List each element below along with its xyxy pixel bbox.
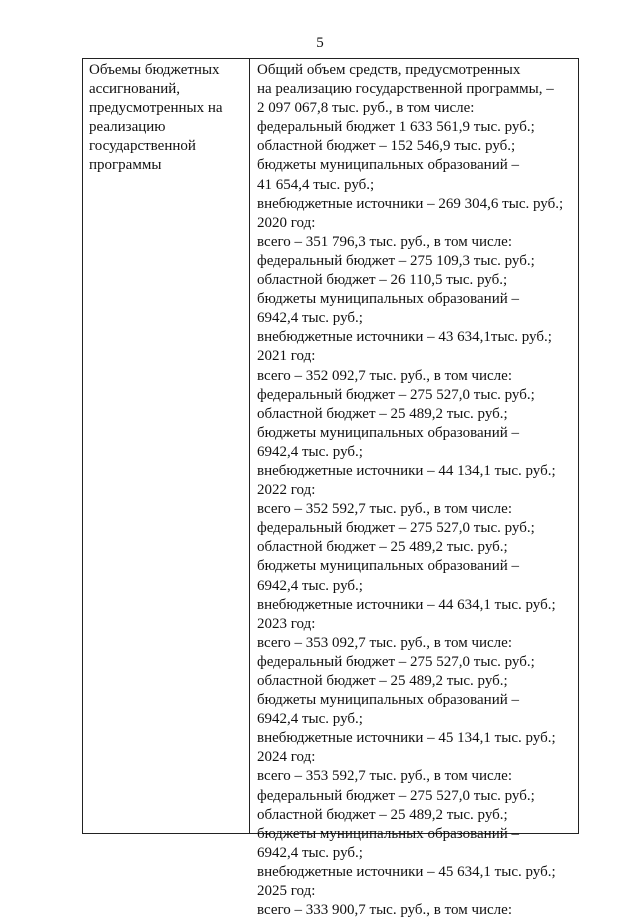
detail-line: 2022 год: bbox=[257, 482, 316, 499]
detail-line: 6942,4 тыс. руб.; bbox=[257, 711, 363, 728]
detail-line: всего – 353 092,7 тыс. руб., в том числе: bbox=[257, 634, 512, 651]
detail-line: внебюджетные источники – 44 634,1 тыс. руб.; bbox=[257, 596, 556, 613]
detail-line: 2020 год: bbox=[257, 214, 316, 231]
detail-line: областной бюджет – 26 110,5 тыс. руб.; bbox=[257, 272, 508, 289]
detail-line: всего – 351 796,3 тыс. руб., в том числе: bbox=[257, 233, 512, 250]
detail-line: федеральный бюджет – 275 527,0 тыс. руб.; bbox=[257, 520, 535, 537]
label-line: реализацию bbox=[89, 119, 166, 135]
detail-line: всего – 352 092,7 тыс. руб., в том числе: bbox=[257, 367, 512, 384]
budget-details-cell bbox=[257, 61, 575, 920]
page-number: 5 bbox=[316, 35, 324, 51]
detail-line: бюджеты муниципальных образований – bbox=[257, 825, 520, 842]
detail-line: всего – 353 592,7 тыс. руб., в том числе: bbox=[257, 768, 512, 785]
detail-line: 6942,4 тыс. руб.; bbox=[257, 310, 363, 327]
detail-line: внебюджетные источники – 269 304,6 тыс. руб.; bbox=[257, 195, 564, 212]
detail-line: Общий объем средств, предусмотренных bbox=[257, 62, 521, 78]
detail-line: бюджеты муниципальных образований – bbox=[257, 157, 520, 174]
detail-line: всего – 352 592,7 тыс. руб., в том числе: bbox=[257, 501, 512, 518]
detail-line: областной бюджет – 25 489,2 тыс. руб.; bbox=[257, 405, 508, 422]
detail-line: 2024 год: bbox=[257, 749, 316, 766]
detail-line: внебюджетные источники – 45 134,1 тыс. руб.; bbox=[257, 730, 556, 747]
detail-line: всего – 333 900,7 тыс. руб., в том числе: bbox=[257, 902, 512, 919]
detail-line: 41 654,4 тыс. руб.; bbox=[257, 176, 375, 193]
detail-line: федеральный бюджет – 275 527,0 тыс. руб.; bbox=[257, 386, 535, 403]
label-line: государственной bbox=[89, 138, 196, 154]
detail-line: бюджеты муниципальных образований – bbox=[257, 424, 520, 441]
label-line: Объемы бюджетных bbox=[89, 62, 220, 78]
detail-line: бюджеты муниципальных образований – bbox=[257, 558, 520, 575]
detail-line: областной бюджет – 25 489,2 тыс. руб.; bbox=[257, 539, 508, 556]
budget-table bbox=[82, 58, 579, 919]
label-line: предусмотренных на bbox=[89, 100, 223, 116]
label-line: ассигнований, bbox=[89, 81, 181, 97]
detail-line: внебюджетные источники – 43 634,1тыс. руб.; bbox=[257, 329, 552, 346]
detail-line: 2 097 067,8 тыс. руб., в том числе: bbox=[257, 100, 475, 117]
label-line: программы bbox=[89, 157, 162, 173]
detail-line: 6942,4 тыс. руб.; bbox=[257, 443, 363, 460]
column-divider bbox=[249, 59, 250, 833]
detail-line: областной бюджет – 152 546,9 тыс. руб.; bbox=[257, 138, 516, 155]
detail-line: 6942,4 тыс. руб.; bbox=[257, 577, 363, 594]
detail-line: 6942,4 тыс. руб.; bbox=[257, 844, 363, 861]
detail-line: федеральный бюджет – 275 527,0 тыс. руб.; bbox=[257, 653, 535, 670]
budget-label-cell bbox=[89, 61, 245, 175]
detail-line: 2023 год: bbox=[257, 615, 316, 632]
detail-line: областной бюджет – 25 489,2 тыс. руб.; bbox=[257, 806, 508, 823]
detail-line: федеральный бюджет 1 633 561,9 тыс. руб.; bbox=[257, 119, 535, 136]
detail-line: 2021 год: bbox=[257, 348, 316, 365]
detail-line: областной бюджет – 25 489,2 тыс. руб.; bbox=[257, 673, 508, 689]
detail-line: 2025 год: bbox=[257, 883, 316, 900]
detail-line: бюджеты муниципальных образований – bbox=[257, 692, 520, 709]
detail-line: бюджеты муниципальных образований – bbox=[257, 291, 520, 308]
detail-line: федеральный бюджет – 275 109,3 тыс. руб.; bbox=[257, 252, 535, 269]
detail-line: федеральный бюджет – 275 527,0 тыс. руб.; bbox=[257, 787, 535, 804]
detail-line: внебюджетные источники – 45 634,1 тыс. руб.; bbox=[257, 863, 556, 880]
detail-line: внебюджетные источники – 44 134,1 тыс. руб.; bbox=[257, 462, 556, 479]
detail-line: на реализацию государственной программы, – bbox=[257, 81, 554, 98]
